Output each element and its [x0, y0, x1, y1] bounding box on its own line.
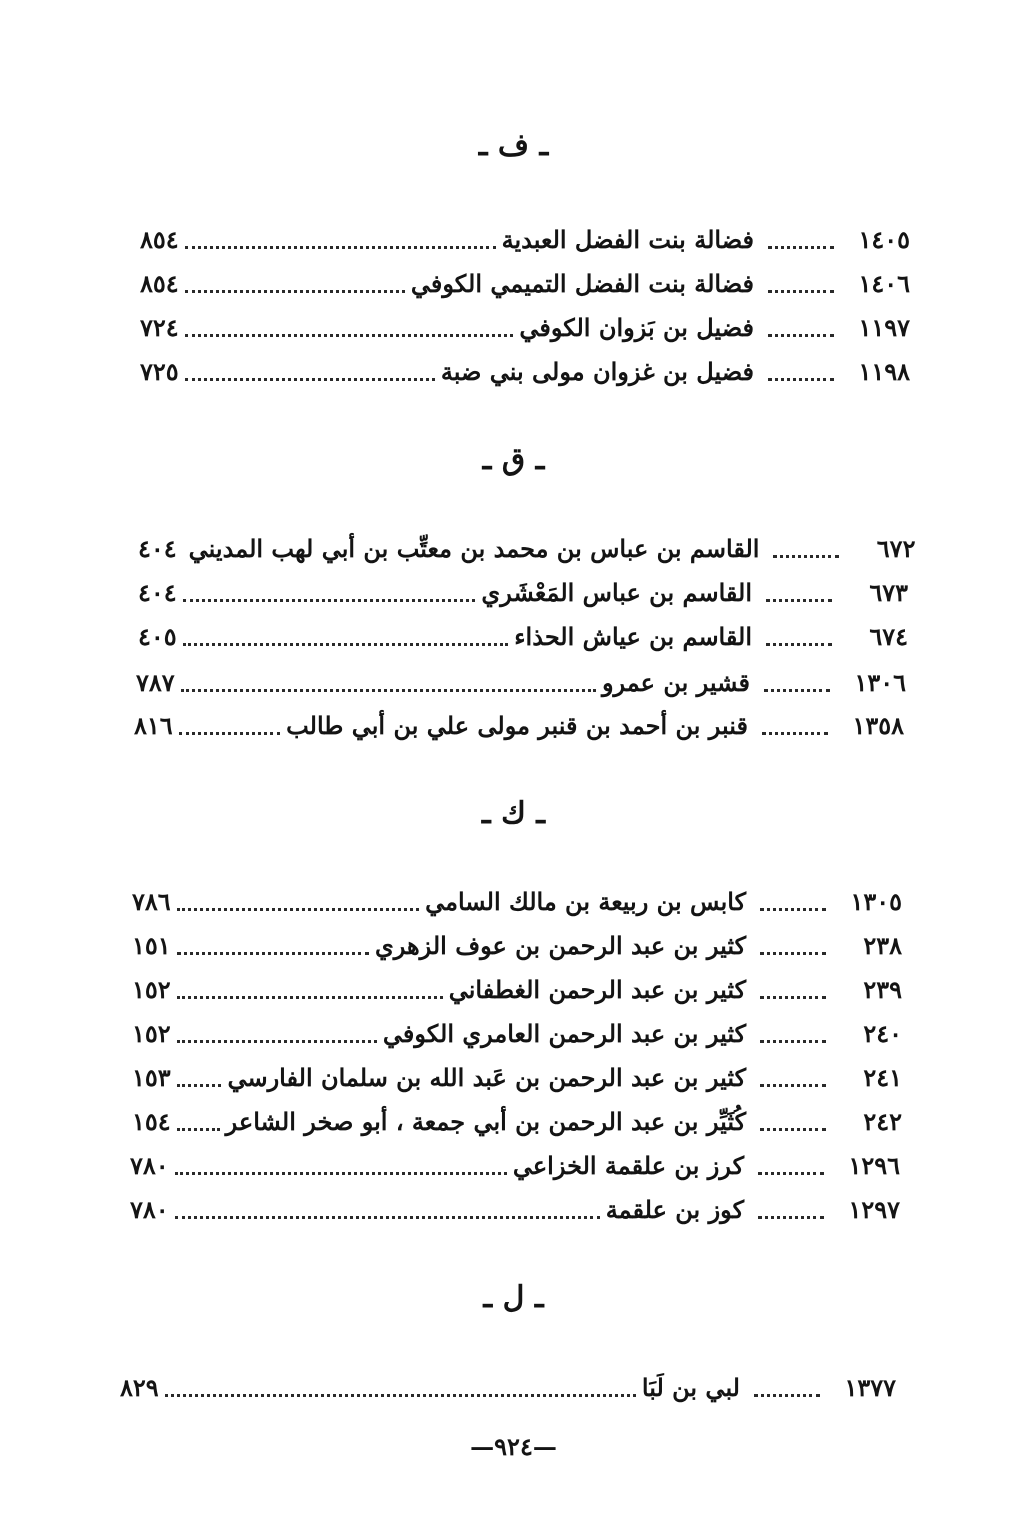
dot-separator	[768, 246, 834, 249]
list-item	[120, 1366, 896, 1408]
section-heading-fa: ـ ف ـ	[478, 128, 549, 163]
dot-separator	[773, 555, 839, 558]
list-item	[132, 924, 902, 966]
entry-number: ١٤٠٦	[858, 268, 910, 298]
entry-number: ٦٧٢	[876, 533, 916, 563]
entry-page: ٨٥٤	[140, 224, 179, 254]
entry-page: ١٥١	[132, 930, 171, 960]
dot-leader	[185, 378, 435, 381]
dot-leader	[177, 1084, 222, 1087]
dot-separator	[760, 996, 826, 999]
entry-name: لبي بن لَبَا	[641, 1372, 740, 1402]
entry-number: ١٢٩٦	[848, 1150, 900, 1180]
entry-name: القاسم بن عباس المَعْشَري	[481, 577, 752, 607]
entry-name: كوز بن علقمة	[605, 1194, 744, 1224]
entry-name: كُثَيِّر بن عبد الرحمن بن أبي جمعة ، أبو صخر الشاعر	[225, 1106, 746, 1136]
entry-number: ١١٩٧	[858, 312, 910, 342]
entry-page: ١٥٣	[132, 1062, 171, 1092]
list-item	[132, 1056, 902, 1098]
entry-name: كثير بن عبد الرحمن الغطفاني	[448, 974, 746, 1004]
dot-separator	[768, 334, 834, 337]
entry-number: ١٣٧٧	[844, 1372, 896, 1402]
list-item	[140, 218, 910, 260]
list-item	[132, 880, 902, 922]
page-number: —٩٢٤—	[470, 1432, 557, 1461]
dot-leader	[183, 599, 476, 602]
entry-page: ٧٢٥	[140, 356, 179, 386]
entry-page: ٧٨٦	[132, 886, 171, 916]
dot-leader	[183, 643, 509, 646]
entry-page: ٧٨٠	[130, 1194, 169, 1224]
entry-page: ٧٨٠	[130, 1150, 169, 1180]
list-item	[140, 262, 910, 304]
entry-number: ٢٤٠	[863, 1018, 902, 1048]
dot-separator	[758, 1172, 824, 1175]
list-item	[132, 968, 902, 1010]
dot-leader	[175, 1172, 507, 1175]
dot-separator	[766, 599, 832, 602]
list-item	[138, 571, 908, 613]
dot-separator	[768, 378, 834, 381]
dot-separator	[764, 689, 830, 692]
section-heading-lam: ـ ل ـ	[483, 1280, 544, 1315]
entry-number: ١١٩٨	[858, 356, 910, 386]
list-item	[132, 1100, 902, 1142]
entry-name: كثير بن عبد الرحمن العامري الكوفي	[382, 1018, 746, 1048]
entry-page: ٨١٦	[134, 710, 173, 740]
list-item	[134, 704, 904, 746]
entry-name: كثير بن عبد الرحمن بن عَبد الله بن سلمان الفارسي	[227, 1062, 746, 1092]
list-item	[136, 661, 906, 703]
dot-leader	[185, 246, 496, 249]
entry-name: القاسم بن عباس بن محمد بن معتِّب بن أبي لهب المديني	[188, 533, 760, 563]
entry-number: ١٢٩٧	[848, 1194, 900, 1224]
list-item	[140, 350, 910, 392]
dot-separator	[762, 732, 828, 735]
entry-page: ١٥٢	[132, 974, 171, 1004]
entry-number: ١٣٠٥	[850, 886, 902, 916]
section-heading-kaf: ـ ك ـ	[481, 796, 546, 831]
dot-separator	[760, 952, 826, 955]
entry-name: القاسم بن عياش الحذاء	[514, 621, 752, 651]
entry-name: كثير بن عبد الرحمن بن عوف الزهري	[374, 930, 746, 960]
dot-leader	[177, 952, 369, 955]
entry-name: قشير بن عمرو	[601, 667, 750, 697]
entry-name: فضيل بن غزوان مولى بني ضبة	[440, 356, 754, 386]
dot-leader	[177, 1040, 377, 1043]
list-item	[130, 1144, 900, 1186]
entry-number: ١٤٠٥	[858, 224, 910, 254]
dot-separator	[760, 908, 826, 911]
list-item	[132, 1012, 902, 1054]
list-item	[130, 1188, 900, 1230]
entry-page: ٧٢٤	[140, 312, 179, 342]
entry-number: ٢٤٢	[863, 1106, 902, 1136]
dot-separator	[760, 1040, 826, 1043]
dot-separator	[758, 1216, 824, 1219]
entry-number: ١٣٥٨	[852, 710, 904, 740]
dot-leader	[177, 1128, 220, 1131]
entry-number: ٦٧٤	[869, 621, 908, 651]
entry-page: ٤٠٤	[138, 533, 177, 563]
entry-page: ٤٠٥	[138, 621, 177, 651]
dot-leader	[165, 1394, 636, 1397]
dot-leader	[185, 290, 405, 293]
dot-leader	[179, 732, 280, 735]
dot-separator	[766, 643, 832, 646]
dot-separator	[760, 1128, 826, 1131]
dot-separator	[754, 1394, 820, 1397]
list-item	[138, 615, 908, 657]
entry-name: فضيل بن بَزوان الكوفي	[519, 312, 754, 342]
entry-page: ٨٥٤	[140, 268, 179, 298]
entry-number: ١٣٠٦	[854, 667, 906, 697]
dot-separator	[760, 1084, 826, 1087]
section-heading-qaf: ـ ق ـ	[482, 442, 545, 477]
entry-page: ١٥٤	[132, 1106, 171, 1136]
dot-leader	[175, 1216, 600, 1219]
entry-page: ٧٨٧	[136, 667, 175, 697]
dot-leader	[181, 689, 596, 692]
entry-number: ٢٣٩	[863, 974, 902, 1004]
entry-number: ٢٣٨	[863, 930, 902, 960]
entry-page: ١٥٢	[132, 1018, 171, 1048]
dot-leader	[185, 334, 514, 337]
entry-name: فضالة بنت الفضل العبدية	[501, 224, 754, 254]
entry-number: ٦٧٣	[869, 577, 908, 607]
entry-page: ٤٠٤	[138, 577, 177, 607]
entry-name: كابس بن ربيعة بن مالك السامي	[425, 886, 746, 916]
dot-separator	[768, 290, 834, 293]
entry-name: قنبر بن أحمد بن قنبر مولى علي بن أبي طالب	[286, 710, 748, 740]
dot-leader	[177, 996, 443, 999]
list-item	[140, 306, 910, 348]
dot-leader	[177, 908, 419, 911]
entry-name: كرز بن علقمة الخزاعي	[512, 1150, 744, 1180]
entry-number: ٢٤١	[863, 1062, 902, 1092]
entry-page: ٨٢٩	[120, 1372, 159, 1402]
entry-name: فضالة بنت الفضل التميمي الكوفي	[410, 268, 754, 298]
list-item	[138, 527, 916, 569]
